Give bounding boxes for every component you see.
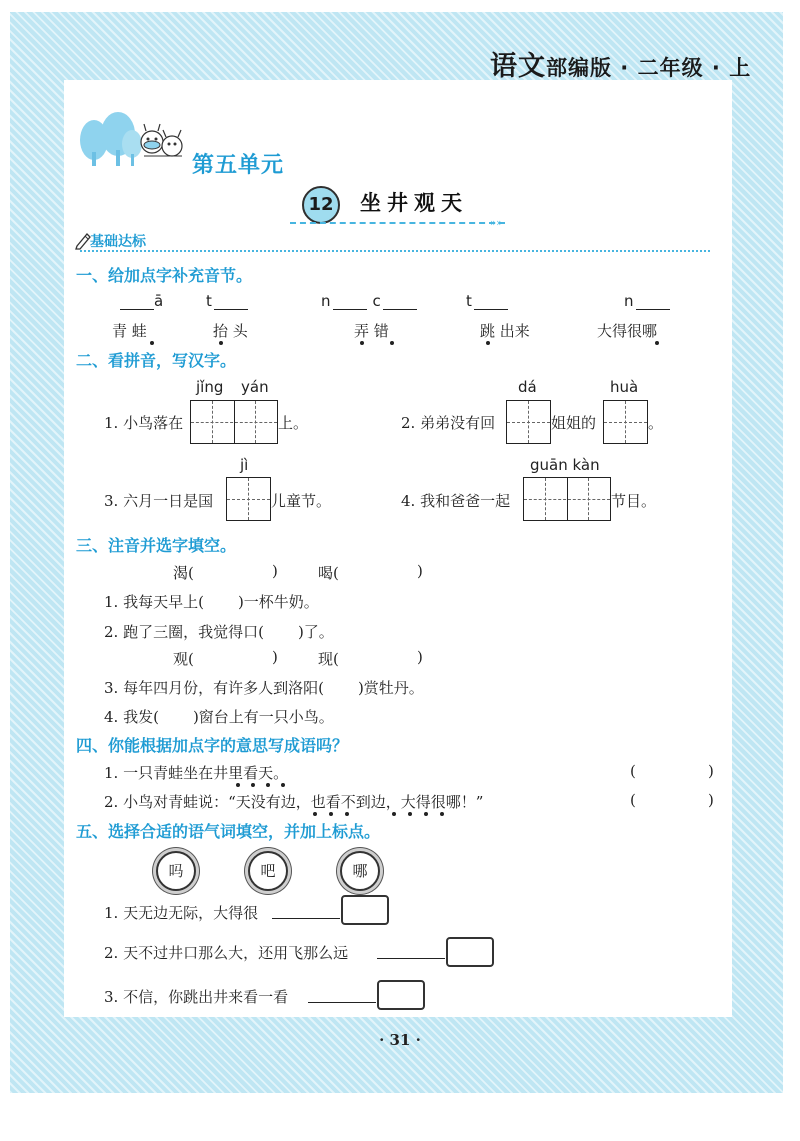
q5-item1-answer-line[interactable] <box>272 902 340 919</box>
emphasis-dot <box>313 812 317 816</box>
q5-item3-punct-box[interactable] <box>377 980 425 1010</box>
q1-item1-pinyin: ā <box>120 292 163 310</box>
emphasis-dot <box>251 783 255 787</box>
q5-item2-punct-box[interactable] <box>446 937 494 967</box>
q2-item4-before: 4. 我和爸爸一起 <box>401 492 511 510</box>
q5-item3-answer-line[interactable] <box>308 986 376 1003</box>
emphasis-dot <box>360 341 364 345</box>
arrow-decoration: »» <box>490 218 503 229</box>
emphasis-dot <box>408 812 412 816</box>
emphasis-dot <box>424 812 428 816</box>
word-option-ba: 吧 <box>248 851 288 891</box>
section-tag: 基础达标 <box>90 234 146 250</box>
q4-item1-paren-close: ) <box>708 762 714 780</box>
lesson-underline <box>290 222 505 224</box>
q3-pair1-a-close: ) <box>272 562 278 580</box>
q3-pair2-b: 现( <box>318 650 339 668</box>
q1-item2-word: 抬 头 <box>213 322 248 340</box>
word-option-ma: 吗 <box>156 851 196 891</box>
q5-item1-text: 1. 天无边无际，大得很 <box>104 904 259 922</box>
unit-title: 第五单元 <box>192 153 285 178</box>
q4-item2-text: 2. 小鸟对青蛙说：“天没有边，也看不到边，大得很哪！” <box>104 793 484 811</box>
q4-item1-paren-open: ( <box>630 762 636 780</box>
emphasis-dot <box>281 783 285 787</box>
lesson-number: 12 <box>302 186 340 224</box>
q4-item2-paren-open: ( <box>630 791 636 809</box>
emphasis-dot <box>236 783 240 787</box>
q3-pair2-a-close: ) <box>272 648 278 666</box>
q3-s4: 4. 我发( )窗台上有一只小鸟。 <box>104 708 334 726</box>
emphasis-dot <box>440 812 444 816</box>
q5-item1-punct-box[interactable] <box>341 895 389 925</box>
q2-item2-middle: 姐姐的 <box>551 414 597 432</box>
q1-item3-blank-b[interactable] <box>383 309 417 310</box>
q4-item1-text: 1. 一只青蛙坐在井里看天。 <box>104 764 289 782</box>
emphasis-dot <box>390 341 394 345</box>
header-edition: 部编版 · 二年级 · 上 <box>546 56 752 80</box>
q4-heading: 四、你能根据加点字的意思写成语吗？ <box>76 736 349 755</box>
q2-item4-writing-box[interactable] <box>523 477 611 521</box>
q2-item1-pinyin-b: yán <box>241 378 269 396</box>
header-title <box>490 44 751 83</box>
emphasis-dot <box>392 812 396 816</box>
q2-item2-writing-box-a[interactable] <box>506 400 551 444</box>
q2-item2-before: 2. 弟弟没有回 <box>401 414 496 432</box>
q3-s1: 1. 我每天早上( )一杯牛奶。 <box>104 593 319 611</box>
emphasis-dot <box>266 783 270 787</box>
q1-item5-word: 大得很哪 <box>597 322 658 340</box>
q3-pair2-b-close: ) <box>417 648 423 666</box>
q2-item2-pinyin-b: huà <box>610 378 639 396</box>
q4-item2-answer[interactable] <box>640 789 706 811</box>
q1-heading: 一、给加点字补充音节。 <box>76 266 253 285</box>
word-option-na: 哪 <box>340 851 380 891</box>
q2-item1-after: 上。 <box>278 414 309 432</box>
q3-s2: 2. 跑了三圈，我觉得口( )了。 <box>104 623 334 641</box>
q1-item4-blank[interactable] <box>474 309 508 310</box>
q1-item1-word: 青 蛙 <box>112 322 147 340</box>
q3-s3: 3. 每年四月份，有许多人到洛阳( )赏牡丹。 <box>104 679 424 697</box>
q4-item1-answer[interactable] <box>640 760 706 782</box>
q1-item3-word: 弄 错 <box>354 322 389 340</box>
q1-item5-pinyin: n <box>624 292 670 310</box>
lesson-title: 坐井观天 <box>360 191 468 215</box>
q2-item3-before: 3. 六月一日是国 <box>104 492 214 510</box>
q5-item2-text: 2. 天不过井口那么大，还用飞那么远 <box>104 944 349 962</box>
emphasis-dot <box>345 812 349 816</box>
q1-item4-word: 跳 出来 <box>480 322 530 340</box>
q2-item1-writing-box[interactable] <box>190 400 278 444</box>
q2-item3-writing-box[interactable] <box>226 477 271 521</box>
q3-pair1-a: 渴( <box>173 564 194 582</box>
q2-item3-after: 儿童节。 <box>271 492 332 510</box>
q3-heading: 三、注音并选字填空。 <box>76 536 237 555</box>
emphasis-dot <box>219 341 223 345</box>
section-divider <box>80 250 710 252</box>
emphasis-dot <box>655 341 659 345</box>
q3-pair2-a: 观( <box>173 650 194 668</box>
q1-item2-pinyin: t <box>206 292 248 310</box>
emphasis-dot <box>329 812 333 816</box>
q1-item5-blank[interactable] <box>636 309 670 310</box>
emphasis-dot <box>486 341 490 345</box>
emphasis-dot <box>150 341 154 345</box>
q2-item2-after: 。 <box>648 414 664 432</box>
q2-item1-before: 1. 小鸟落在 <box>104 414 184 432</box>
q1-item3-blank-a[interactable] <box>333 309 367 310</box>
q2-item4-after: 节目。 <box>611 492 657 510</box>
trees-animals-illustration <box>74 112 194 172</box>
header-subject: 语文 <box>490 51 546 82</box>
q4-item2-paren-close: ) <box>708 791 714 809</box>
q2-item4-pinyin: guān kàn <box>530 456 600 474</box>
q1-item4-pinyin: t <box>466 292 508 310</box>
q5-heading: 五、选择合适的语气词填空，并加上标点。 <box>76 822 381 841</box>
q3-pair1-b: 喝( <box>318 564 339 582</box>
q2-item2-writing-box-b[interactable] <box>603 400 648 444</box>
q1-item1-blank[interactable] <box>120 309 154 310</box>
q2-heading: 二、看拼音，写汉字。 <box>76 351 237 370</box>
q2-item1-pinyin-a: jǐng <box>196 378 224 396</box>
q3-pair1-b-close: ) <box>417 562 423 580</box>
q2-item2-pinyin-a: dá <box>518 378 537 396</box>
q1-item2-blank[interactable] <box>214 309 248 310</box>
q5-item3-text: 3. 不信，你跳出井来看一看 <box>104 988 289 1006</box>
page-number: · 31 · <box>379 1031 421 1049</box>
q2-item3-pinyin: jì <box>240 456 249 474</box>
q5-item2-answer-line[interactable] <box>377 942 445 959</box>
q1-item3-pinyin: n c <box>321 292 417 310</box>
